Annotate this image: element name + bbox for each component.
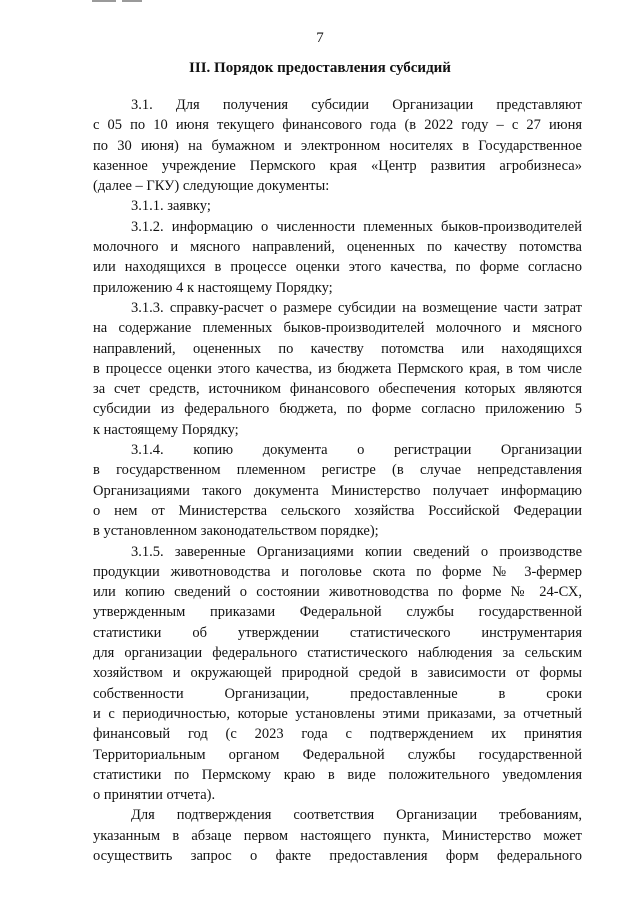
document-body bbox=[93, 95, 582, 866]
text-line: в государственном племенном регистре (в случае непредставления bbox=[93, 462, 582, 479]
text-line: (далее – ГКУ) следующие документы: bbox=[93, 178, 330, 195]
text-line: указанным в абзаце первом настоящего пункта, Министерство может bbox=[93, 827, 582, 844]
text-line: к настоящему Порядку; bbox=[93, 421, 239, 438]
paragraph-p-3-1-3 bbox=[93, 298, 582, 440]
text-line: 3.1.1. заявку; bbox=[131, 198, 211, 215]
text-line: или находящихся в процессе оценки этого качества, по форме согласно bbox=[93, 259, 582, 276]
text-line: финансовый год (с 2023 года с подтверждением их принятия bbox=[93, 726, 582, 743]
text-line: собственности Организации, предоставленные в сроки bbox=[93, 685, 582, 702]
text-line: на содержание племенных быков-производителей молочного и мясного bbox=[93, 320, 582, 337]
text-line: 3.1.5. заверенные Организациями копии сведений о производстве bbox=[131, 543, 582, 560]
paragraph-p-3-1-5 bbox=[93, 542, 582, 806]
text-line: в процессе оценки этого качества, из бюджета Пермского края, в том числе bbox=[93, 360, 582, 377]
text-line: по 30 июня) на бумажном и электронном носителях в Государственное bbox=[93, 137, 582, 154]
text-line: утвержденным приказами Федеральной службы государственной bbox=[93, 604, 582, 621]
text-line: статистики об утверждении статистического инструментария bbox=[93, 624, 582, 641]
paragraph-p-3-1-4 bbox=[93, 440, 582, 541]
text-line: в установленном законодательством порядке); bbox=[93, 523, 379, 540]
text-line: субсидии из федерального бюджета, по форме согласно приложению 5 bbox=[93, 401, 582, 418]
text-line: статистики по Пермскому краю в виде положительного уведомления bbox=[93, 766, 582, 783]
text-line: о нем от Министерства сельского хозяйства Российской Федерации bbox=[93, 502, 582, 519]
text-line: для организации федерального статистического наблюдения за сельским bbox=[93, 645, 582, 662]
paragraph-p-confirm bbox=[93, 805, 582, 866]
text-line: о принятии отчета). bbox=[93, 787, 216, 804]
scan-mark bbox=[92, 0, 116, 2]
paragraph-p-3-1 bbox=[93, 95, 582, 196]
text-line: 3.1.3. справку-расчет о размере субсидии на возмещение части затрат bbox=[131, 299, 582, 316]
paragraph-p-3-1-2 bbox=[93, 217, 582, 298]
text-line: с 05 по 10 июня текущего финансового года (в 2022 году – с 27 июня bbox=[93, 117, 582, 134]
text-line: хозяйством и окружающей природной средой в зависимости от формы bbox=[93, 665, 582, 682]
text-line: осуществить запрос о факте предоставления форм федерального bbox=[93, 847, 582, 864]
text-line: казенное учреждение Пермского края «Центр развития агробизнеса» bbox=[93, 157, 582, 174]
text-line: Для подтверждения соответствия Организации требованиям, bbox=[131, 807, 582, 824]
text-line: и с периодичностью, которые установлены этими приказами, за отчетный bbox=[93, 705, 582, 722]
section-title: III. Порядок предоставления субсидий bbox=[189, 60, 451, 76]
paragraph-p-3-1-1 bbox=[93, 196, 582, 216]
text-line: направлений, оцененных по качеству потомства или находящихся bbox=[93, 340, 582, 357]
text-line: за счет средств, источником финансового обеспечения которых являются bbox=[93, 381, 582, 398]
text-line: Территориальным органом Федеральной службы государственной bbox=[93, 746, 582, 763]
text-line: Организациями такого документа Министерство получает информацию bbox=[93, 482, 582, 499]
text-line: продукции животноводства и поголовье скота по форме № 3-фермер bbox=[93, 563, 582, 580]
text-line: молочного и мясного направлений, оцененных по качеству потомства bbox=[93, 239, 582, 256]
text-line: приложению 4 к настоящему Порядку; bbox=[93, 279, 333, 296]
text-line: 3.1.4. копию документа о регистрации Организации bbox=[131, 442, 582, 459]
text-line: 3.1.2. информацию о численности племенных быков-производителей bbox=[131, 218, 582, 235]
page-number: 7 bbox=[316, 30, 324, 46]
text-line: или копию сведений о состоянии животноводства по форме № 24-СХ, bbox=[93, 584, 582, 601]
text-line: 3.1. Для получения субсидии Организации представляют bbox=[131, 97, 582, 113]
scan-mark bbox=[122, 0, 142, 2]
